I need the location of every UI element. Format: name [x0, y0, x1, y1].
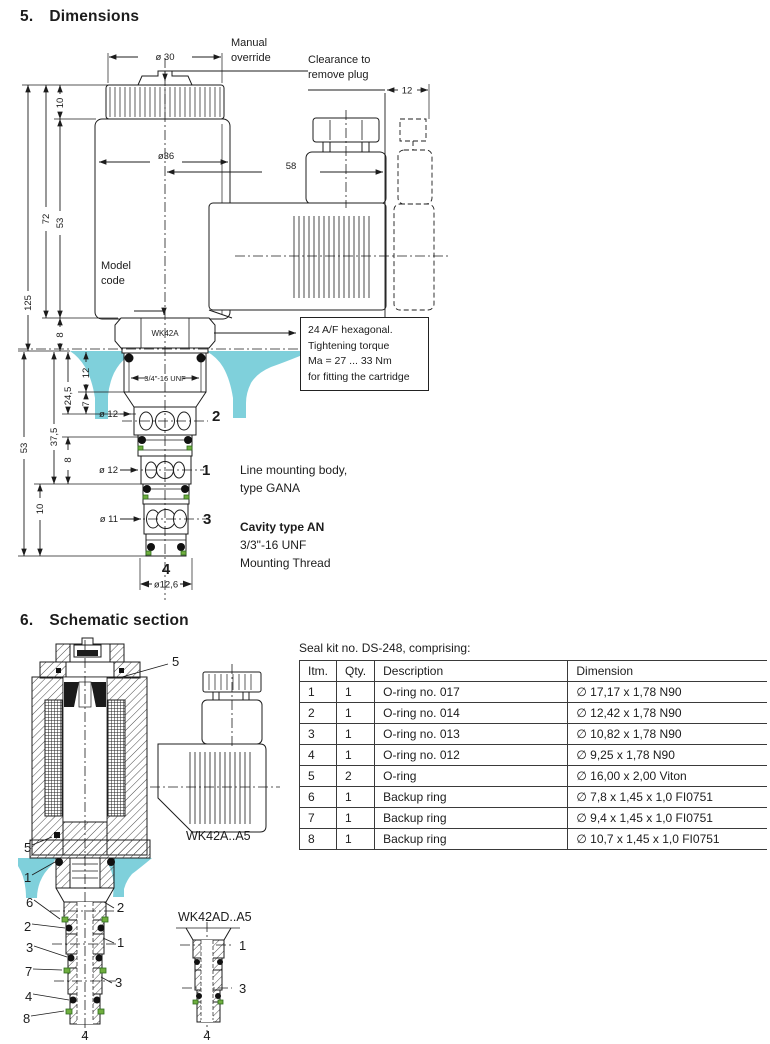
backup-ring-6	[62, 917, 68, 922]
schematic-drawing	[18, 638, 280, 1043]
o-ring-dot	[125, 354, 134, 363]
dim-dia36: ø36	[157, 151, 175, 162]
dim-10-upper: 10	[55, 97, 66, 109]
variant-small-label: WK42AD..A5	[178, 910, 252, 924]
dim-24-5: 24,5	[63, 386, 74, 406]
col-qty: Qty.	[337, 661, 375, 682]
seal-kit-row	[300, 829, 768, 850]
callout-small-4: 4	[203, 1028, 211, 1043]
seal-5-mark	[119, 668, 124, 673]
backup-ring-8	[66, 1009, 72, 1014]
dim-53-upper: 53	[55, 217, 66, 229]
section-5-number: 5.	[20, 8, 34, 25]
mounting-nut	[30, 840, 150, 858]
o-ring-4	[70, 997, 77, 1004]
seal-kit-cell: 1	[337, 745, 375, 766]
seal-kit-row	[300, 724, 768, 745]
backup-ring-mark	[146, 551, 151, 555]
seal-kit-cell: ∅ 16,00 x 2,00 Viton	[568, 766, 767, 787]
variant-main-label: WK42A..A5	[186, 829, 251, 843]
port-2-label: 2	[212, 408, 221, 425]
connector-block	[209, 203, 386, 310]
clearance-label: Clearance to remove plug	[308, 54, 371, 81]
seal-kit-row	[300, 703, 768, 724]
callout-right-1: 1	[117, 935, 125, 950]
o-ring-dot	[197, 354, 206, 363]
o-ring-4	[94, 997, 101, 1004]
valve-front-view	[95, 71, 230, 556]
seal-kit-cell: ∅ 9,25 x 1,78 N90	[568, 745, 767, 766]
model-code-label: Model code	[101, 260, 131, 287]
seal-kit-cell: 1	[337, 724, 375, 745]
dim-10-lower: 10	[35, 503, 46, 515]
seal-kit-cell: Backup ring	[375, 808, 568, 829]
seal-kit-cell: 1	[337, 808, 375, 829]
dim-8-lower: 8	[63, 457, 74, 463]
seal-kit-cell: 2	[337, 766, 375, 787]
callout-right-3: 3	[115, 975, 123, 990]
seal-kit-cell: 5	[300, 766, 337, 787]
seal-kit-cell: O-ring no. 013	[375, 724, 568, 745]
dim-72: 72	[41, 213, 52, 225]
backup-ring-7	[64, 968, 70, 973]
seal-kit	[299, 641, 767, 850]
seal-kit-body	[300, 682, 768, 850]
callout-small-1: 1	[239, 938, 247, 953]
dim-dia12-6: ø12,6	[153, 579, 179, 591]
seal-5-mark	[56, 668, 61, 673]
callout-bottom-4: 4	[81, 1028, 89, 1043]
backup-ring-mark	[138, 446, 143, 450]
callout-small-3: 3	[239, 981, 247, 996]
dim-dia12-port2: ø 12	[98, 409, 118, 420]
col-dimension: Dimension	[568, 661, 767, 682]
schematic-connector	[158, 672, 266, 832]
connector-plug	[209, 118, 386, 318]
o-ring-1	[55, 858, 63, 866]
dim-12-clearance: 12	[401, 85, 413, 97]
dim-7: 7	[81, 401, 92, 407]
thread-label: 3/4"-16 UNF	[144, 374, 186, 383]
seal-kit-cell: ∅ 10,7 x 1,45 x 1,0 FI0751	[568, 829, 767, 850]
port-1-label: 1	[202, 462, 211, 479]
coil-winding	[108, 700, 125, 816]
o-ring-2	[66, 925, 73, 932]
seal-kit-row	[300, 766, 768, 787]
o-ring-3	[68, 955, 75, 962]
model-code-on-nut: WK42A	[151, 329, 179, 338]
dim-8-upper: 8	[55, 332, 66, 338]
seal-kit-cell: 8	[300, 829, 337, 850]
backup-ring-mark	[143, 495, 148, 499]
callout-left-4: 4	[25, 989, 33, 1004]
seal-kit-cell: 7	[300, 808, 337, 829]
dim-53-lower: 53	[19, 442, 30, 454]
dim-125: 125	[23, 295, 34, 311]
cavity-note: Cavity type AN 3/3"-16 UNF Mounting Thread	[240, 520, 331, 570]
dim-12-thread: 12	[81, 367, 92, 379]
cavity-type-title: Cavity type AN	[240, 520, 325, 534]
callout-right-2: 2	[117, 900, 125, 915]
line-mounting-note: Line mounting body, type GANA	[240, 463, 348, 495]
callout-left-8: 8	[23, 1011, 31, 1026]
o-ring-2	[98, 925, 105, 932]
seal-kit-header-row	[300, 661, 768, 682]
seal-kit-cell: 3	[300, 724, 337, 745]
section-6-number: 6.	[20, 612, 34, 629]
seal-kit-row	[300, 682, 768, 703]
backup-ring-6	[102, 917, 108, 922]
seal-kit-cell: 6	[300, 787, 337, 808]
seal-kit-cell: 1	[337, 829, 375, 850]
seal-kit-cell: ∅ 10,82 x 1,78 N90	[568, 724, 767, 745]
seal-kit-cell: ∅ 12,42 x 1,78 N90	[568, 703, 767, 724]
col-description: Description	[375, 661, 568, 682]
manual-override-label: Manual override	[231, 37, 271, 64]
seal-kit-cell: 1	[337, 703, 375, 724]
seal-kit-title: Seal kit no. DS-248, comprising:	[299, 641, 471, 655]
backup-ring-7	[100, 968, 106, 973]
col-itm: Itm.	[300, 661, 337, 682]
dim-dia30: ø 30	[155, 52, 175, 63]
seal-kit-cell: O-ring no. 014	[375, 703, 568, 724]
seal-kit-cell: O-ring	[375, 766, 568, 787]
seal-kit-cell: 1	[337, 787, 375, 808]
callout-left-2: 2	[24, 919, 32, 934]
callout-left-7: 7	[25, 964, 33, 979]
section-5-title: Dimensions	[49, 8, 140, 25]
callout-left-3: 3	[26, 940, 34, 955]
backup-ring-8	[98, 1009, 104, 1014]
coil-winding	[45, 700, 62, 816]
seal-5-lower-mark	[54, 832, 60, 838]
callout-top-5: 5	[172, 654, 180, 669]
clearance-outline	[394, 119, 434, 310]
callout-left-1: 1	[24, 870, 32, 885]
o-ring-3	[96, 955, 103, 962]
seal-kit-cell: Backup ring	[375, 829, 568, 850]
section-6-title: Schematic section	[49, 612, 189, 629]
port-3-label: 3	[203, 511, 212, 528]
o-ring-1	[107, 858, 115, 866]
seal-kit-cell: O-ring no. 012	[375, 745, 568, 766]
port-4-label: 4	[161, 561, 171, 578]
callout-left-5: 5	[24, 840, 32, 855]
seal-kit-row	[300, 745, 768, 766]
dim-dia12-port1: ø 12	[98, 465, 118, 476]
seal-kit-cell: Backup ring	[375, 787, 568, 808]
seal-kit-cell: 1	[337, 682, 375, 703]
seal-kit-cell: O-ring no. 017	[375, 682, 568, 703]
dim-37-5: 37,5	[49, 427, 60, 447]
seal-kit-table	[299, 660, 767, 850]
seal-kit-row	[300, 808, 768, 829]
seal-kit-cell: ∅ 9,4 x 1,45 x 1,0 FI0751	[568, 808, 767, 829]
seal-kit-cell: ∅ 17,17 x 1,78 N90	[568, 682, 767, 703]
seal-kit-cell: 1	[300, 682, 337, 703]
seal-kit-cell: ∅ 7,8 x 1,45 x 1,0 FI0751	[568, 787, 767, 808]
seal-kit-row	[300, 787, 768, 808]
small-cartridge-drawing	[176, 928, 240, 1022]
seal-kit-cell: 4	[300, 745, 337, 766]
backup-ring-mark	[184, 495, 189, 499]
torque-note-box: 24 A/F hexagonal. Tightening torque Ma = 27 ... 33 Nm for fitting the cartridge	[300, 317, 429, 391]
backup-ring-mark	[181, 551, 186, 555]
dim-dia11-port3: ø 11	[99, 514, 118, 525]
dim-58: 58	[285, 161, 297, 172]
backup-ring-mark	[187, 446, 192, 450]
seal-kit-cell: 2	[300, 703, 337, 724]
solenoid-cross-section	[30, 638, 150, 858]
callout-left-6: 6	[26, 895, 34, 910]
